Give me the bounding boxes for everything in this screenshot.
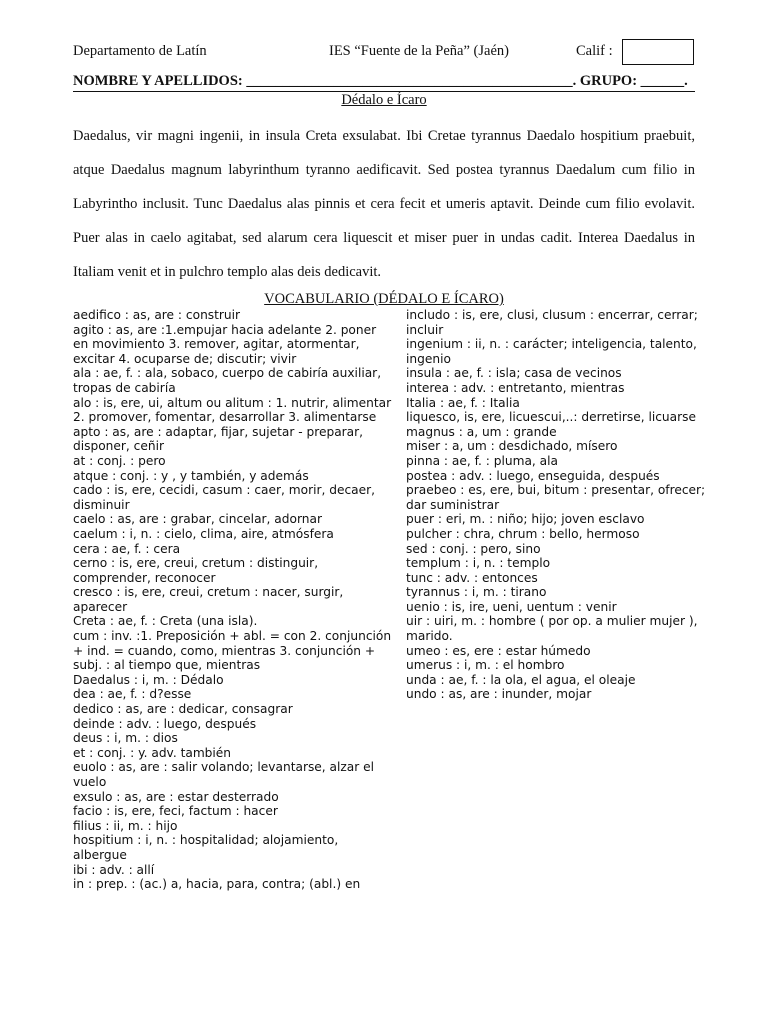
vocabulary-entry: facio : is, ere, feci, factum : hacer xyxy=(73,804,278,819)
vocabulary-entry: praebeo : es, ere, bui, bitum : presentar, ofrecer; dar suministrar xyxy=(406,483,706,512)
grade-label: Calif : xyxy=(576,43,613,59)
vocabulary-entry: postea : adv. : luego, enseguida, después xyxy=(406,468,660,483)
vocabulary-entry: puer : eri, m. : niño; hijo; joven esclavo xyxy=(406,512,645,527)
vocabulary-column-left xyxy=(73,308,395,892)
vocabulary-entry: sed : conj. : pero, sino xyxy=(406,541,541,556)
vocabulary-title: VOCABULARIO (DÉDALO E ÍCARO) xyxy=(264,291,504,307)
vocabulary-entry: caelum : i, n. : cielo, clima, aire, atmósfera xyxy=(73,526,334,541)
vocabulary-entry: dea : ae, f. : d?esse xyxy=(73,687,192,702)
vocabulary-entry: tunc : adv. : entonces xyxy=(406,570,538,585)
vocabulary-entry: dedico : as, are : dedicar, consagrar xyxy=(73,702,293,717)
vocabulary-entry: ibi : adv. : allí xyxy=(73,862,155,877)
vocabulary-entry: atque : conj. : y , y también, y además xyxy=(73,468,309,483)
grade-box[interactable] xyxy=(622,39,694,65)
vocabulary-entry: filius : ii, m. : hijo xyxy=(73,818,178,833)
vocabulary-entry: magnus : a, um : grande xyxy=(406,424,557,439)
vocabulary-entry: cerno : is, ere, creui, cretum : distinguir, comprender, reconocer xyxy=(73,556,319,585)
vocabulary-entry: tyrannus : i, m. : tirano xyxy=(406,585,547,600)
vocabulary-entry: deinde : adv. : luego, después xyxy=(73,716,257,731)
header-row xyxy=(73,43,695,63)
vocabulary-entry: aedifico : as, are : construir xyxy=(73,308,241,322)
document-title: Dédalo e Ícaro xyxy=(341,92,427,108)
vocabulary-entry: umeo : es, ere : estar húmedo xyxy=(406,643,591,658)
student-name-line: NOMBRE Y APELLIDOS: _____________________________________________. GRUPO: ______. xyxy=(73,73,688,89)
vocabulary-entry: liquesco, is, ere, licuescui,..: derretirse, licuarse xyxy=(406,410,696,425)
department-name: Departamento de Latín xyxy=(73,43,207,59)
vocabulary-entry: uir : uiri, m. : hombre ( por op. a mulier mujer ), marido. xyxy=(406,614,698,644)
vocabulary-entry: Italia : ae, f. : Italia xyxy=(406,395,520,410)
vocabulary-entry: agito : as, are :1.empujar hacia adelante 2. poner en movimiento 3. remover, agitar, atormentar, excitar 4. ocuparse de; discutir; vivir xyxy=(73,322,377,366)
vocabulary-entry: cresco : is, ere, creui, cretum : nacer, surgir, aparecer xyxy=(73,585,344,614)
vocabulary-entry: apto : as, are : adaptar, fijar, sujetar - preparar, disponer, ceñir xyxy=(73,424,364,454)
vocabulary-entry: hospitium : i, n. : hospitalidad; alojamiento, albergue xyxy=(73,833,339,862)
vocabulary-entry: pinna : ae, f. : pluma, ala xyxy=(406,453,558,468)
vocabulary-entry: umerus : i, m. : el hombro xyxy=(406,658,565,673)
vocabulary-entry: includo : is, ere, clusi, clusum : encerrar, cerrar; incluir xyxy=(406,308,698,337)
vocabulary-entry: Creta : ae, f. : Creta (una isla). xyxy=(73,614,258,629)
vocabulary-entry: euolo : as, are : salir volando; levantarse, alzar el vuelo xyxy=(73,760,375,789)
vocabulary-entry: ingenium : ii, n. : carácter; inteligencia, talento, ingenio xyxy=(406,337,697,366)
school-name: IES “Fuente de la Peña” (Jaén) xyxy=(329,43,509,59)
vocabulary-entry: deus : i, m. : dios xyxy=(73,731,178,746)
vocabulary-entry: cum : inv. :1. Preposición + abl. = con 2. conjunción + ind. = cuando, como, mientras 3. conjunción + subj. : al tiempo que, mientras xyxy=(73,629,392,673)
vocabulary-entry: cera : ae, f. : cera xyxy=(73,541,181,556)
vocabulary-entry: pulcher : chra, chrum : bello, hermoso xyxy=(406,526,640,541)
vocabulary-entry: undo : as, are : inunder, mojar xyxy=(406,687,592,702)
vocabulary-entry: insula : ae, f. : isla; casa de vecinos xyxy=(406,366,622,381)
vocabulary-entry: ala : ae, f. : ala, sobaco, cuerpo de cabiría auxiliar, tropas de cabiría xyxy=(73,366,382,395)
vocabulary-entry: interea : adv. : entretanto, mientras xyxy=(406,380,625,395)
vocabulary-entry: at : conj. : pero xyxy=(73,453,166,468)
latin-passage: Daedalus, vir magni ingenii, in insula Creta exsulabat. Ibi Cretae tyrannus Daedalo hospitium praebuit, atque Daedalus magnum labyrinthum tyranno aedificavit. Sed postea tyrannus Daedalum cum filio in Labyrintho inclusit. Tunc Daedalus alas pinnis et cera fecit et umeris aptavit. Deinde cum filio evolavit. Puer alas in caelo agitabat, sed alarum cera liquescit et miser puer in undas cadit. Interea Daedalus in Italiam venit et in pulchro templo alas deis dedicavit. xyxy=(73,128,695,280)
vocabulary-entry: alo : is, ere, ui, altum ou alitum : 1. nutrir, alimentar 2. promover, fomentar, desarrollar 3. alimentarse xyxy=(73,395,392,425)
vocabulary-entry: et : conj. : y. adv. también xyxy=(73,745,232,760)
vocabulary-column-right xyxy=(406,308,706,702)
vocabulary-entry: in : prep. : (ac.) a, hacia, para, contra; (abl.) en xyxy=(73,877,361,892)
vocabulary-entry: cado : is, ere, cecidi, casum : caer, morir, decaer, disminuir xyxy=(73,483,376,512)
vocabulary-entry: uenio : is, ire, ueni, uentum : venir xyxy=(406,599,617,614)
vocabulary-entry: templum : i, n. : templo xyxy=(406,556,551,571)
vocabulary-entry: exsulo : as, are : estar desterrado xyxy=(73,789,279,804)
vocabulary-entry: unda : ae, f. : la ola, el agua, el oleaje xyxy=(406,672,636,687)
vocabulary-entry: caelo : as, are : grabar, cincelar, adornar xyxy=(73,512,322,527)
vocabulary-entry: miser : a, um : desdichado, mísero xyxy=(406,439,618,454)
vocabulary-entry: Daedalus : i, m. : Dédalo xyxy=(73,672,224,687)
